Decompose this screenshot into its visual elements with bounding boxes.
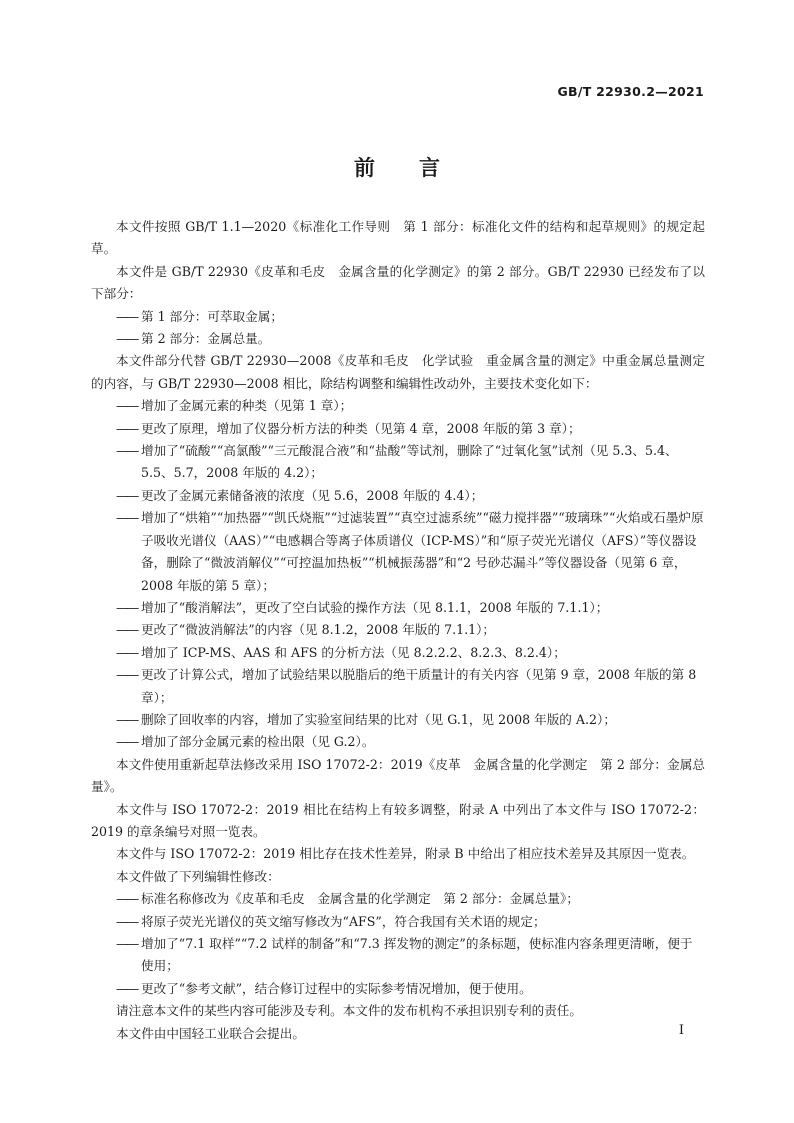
list-dash: —— <box>116 711 138 727</box>
list-dash: —— <box>116 622 138 638</box>
list-dash: —— <box>116 443 138 459</box>
list-item-text: 更改了金属元素储备液的浓度（见 5.6，2008 年版的 4.4）； <box>141 487 484 503</box>
list-dash: —— <box>116 644 138 660</box>
list-item <box>91 328 705 350</box>
list-item <box>91 933 705 978</box>
list-item <box>91 642 705 664</box>
list-item-text: 更改了原理，增加了仪器分析方法的种类（见第 4 章，2008 年版的第 3 章）； <box>141 420 581 436</box>
list-item-text: 更改了“参考文献”，结合修订过程中的实际参考情况增加，便于使用。 <box>141 980 532 996</box>
paragraph: 本文件使用重新起草法修改采用 ISO 17072-2：2019《皮革 金属含量的化学测定 第 2 部分：金属总量》。 <box>91 756 705 795</box>
list-dash: —— <box>116 936 138 951</box>
list-item <box>91 597 705 619</box>
list-dash: —— <box>116 599 138 615</box>
list-item <box>91 418 705 440</box>
paragraph: 本文件做了下列编辑性修改： <box>116 868 280 884</box>
list-dash: —— <box>116 398 138 414</box>
list-item <box>91 888 705 910</box>
list-item-text: 第 1 部分：可萃取金属； <box>141 308 283 324</box>
list-item-text: 增加了“7.1 取样”“7.2 试样的制备”和“7.3 挥发物的测定”的条标题，使标准内容条理更清晰，便于使用； <box>141 936 693 974</box>
list-dash: —— <box>116 980 138 996</box>
list-dash: —— <box>116 913 138 929</box>
paragraph: 本文件是 GB/T 22930《皮革和毛皮 金属含量的化学测定》的第 2 部分。GB/T 22930 已经发布了以下部分： <box>91 263 705 302</box>
paragraph: 本文件由中国轻工业联合会提出。 <box>116 1025 305 1041</box>
list-dash: —— <box>116 510 138 526</box>
list-item-text: 增加了“硫酸”“高氯酸”“三元酸混合液”和“盐酸”等试剂，删除了“过氧化氢”试剂（见 5.3、5.4、5.5、5.7，2008 年版的 4.2）； <box>141 443 678 481</box>
standard-code: GB/T 22930.2—2021 <box>557 84 704 99</box>
list-item-text: 将原子荧光光谱仪的英文缩写修改为“AFS”，符合我国有关术语的规定； <box>141 913 546 929</box>
list-item <box>91 911 705 933</box>
list-item-text: 更改了“微波消解法”的内容（见 8.1.2，2008 年版的 7.1.1）； <box>141 622 496 638</box>
list-item <box>91 507 705 597</box>
paragraph: 本文件与 ISO 17072-2：2019 相比在结构上有较多调整，附录 A 中列出了本文件与 ISO 17072-2：2019 的章条编号对照一览表。 <box>91 801 705 839</box>
list-item <box>91 440 705 485</box>
title-char-1: 前 <box>354 156 375 180</box>
list-item-text: 标准名称修改为《皮革和毛皮 金属含量的化学测定 第 2 部分：金属总量》； <box>141 891 579 907</box>
page-number: I <box>678 1023 684 1038</box>
list-item-text: 增加了“烘箱”“加热器”“凯氏烧瓶”“过滤装置”“真空过滤系统”“磁力搅拌器”“玻璃珠”“火焰或石墨炉原子吸收光谱仪（AAS）”“电感耦合等离子体质谱仪（ICP-MS）”和“原子荧光光谱仪（AFS）”等仪器设备，删除了“微波消解仪”“可控温加热板”“机械振荡器”和“2 号砂芯漏斗”等仪器设备（见第 6 章，2008 年版的第 5 章）； <box>141 510 704 593</box>
title-char-2: 言 <box>419 156 440 180</box>
list-item <box>91 978 705 1000</box>
list-item-text: 增加了部分金属元素的检出限（见 G.2）。 <box>141 734 375 750</box>
list-item-text: 增加了“酸消解法”，更改了空白试验的操作方法（见 8.1.1，2008 年版的 7.1.1）； <box>141 599 609 615</box>
list-dash: —— <box>116 487 138 503</box>
paragraph: 本文件部分代替 GB/T 22930—2008《皮革和毛皮 化学试验 重金属含量的测定》中重金属总量测定的内容，与 GB/T 22930—2008 相比，除结构调整和编辑性改动外，主要技术变化如下： <box>91 353 705 391</box>
list-item <box>91 619 705 641</box>
list-item-text: 增加了金属元素的种类（见第 1 章）； <box>141 398 353 414</box>
list-dash: —— <box>116 667 138 683</box>
list-item <box>91 395 705 417</box>
list-item <box>91 306 705 328</box>
foreword-body <box>91 216 705 1045</box>
list-dash: —— <box>116 331 138 347</box>
paragraph: 本文件按照 GB/T 1.1—2020《标准化工作导则 第 1 部分：标准化文件的结构和起草规则》的规定起草。 <box>91 219 705 257</box>
page-title <box>0 152 794 182</box>
list-item-text: 删除了回收率的内容，增加了实验室间结果的比对（见 G.1，见 2008 年版的 A.2）； <box>141 711 616 727</box>
paragraph: 本文件与 ISO 17072-2：2019 相比存在技术性差异，附录 B 中给出了相应技术差异及其原因一览表。 <box>116 846 695 862</box>
list-item <box>91 664 705 709</box>
paragraph: 请注意本文件的某些内容可能涉及专利。本文件的发布机构不承担识别专利的责任。 <box>116 1003 582 1019</box>
list-item-text: 更改了计算公式，增加了试验结果以脱脂后的绝干质量计的有关内容（见第 9 章，2008 年版的第 8 章）； <box>141 667 697 705</box>
list-dash: —— <box>116 420 138 436</box>
list-item-text: 增加了 ICP-MS、AAS 和 AFS 的分析方法（见 8.2.2.2、8.2.3、8.2.4）； <box>141 644 566 660</box>
list-item <box>91 709 705 731</box>
list-dash: —— <box>116 308 138 324</box>
list-dash: —— <box>116 891 138 907</box>
list-item-text: 第 2 部分：金属总量。 <box>141 331 271 347</box>
list-dash: —— <box>116 734 138 750</box>
list-item <box>91 731 705 753</box>
list-item <box>91 485 705 507</box>
